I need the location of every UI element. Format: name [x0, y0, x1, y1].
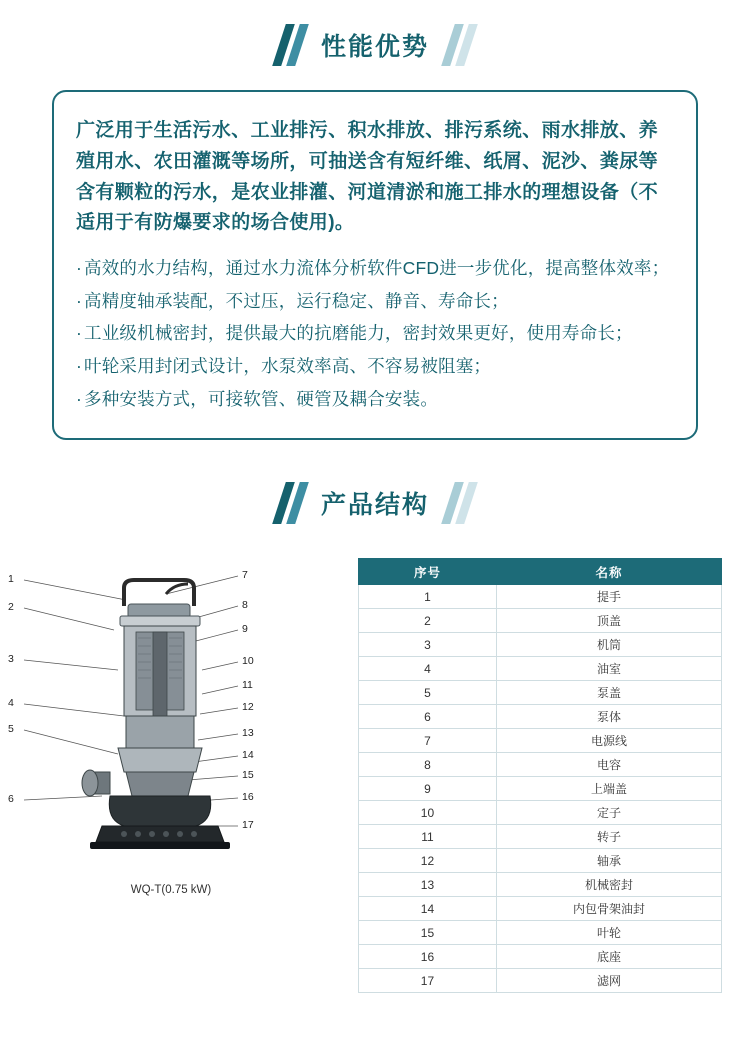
cell-index: 9 — [359, 777, 497, 801]
parts-table-head — [359, 559, 722, 585]
cell-name: 泵盖 — [496, 681, 721, 705]
cell-name: 油室 — [496, 657, 721, 681]
banner-left-slashes — [279, 482, 307, 524]
cell-name: 上端盖 — [496, 777, 721, 801]
banner-inner — [279, 24, 471, 66]
callout-13: 13 — [242, 727, 254, 740]
feature-bullet-item — [76, 286, 674, 317]
cell-name: 机筒 — [496, 633, 721, 657]
pump-diagram-column — [0, 558, 340, 993]
callout-14: 14 — [242, 749, 254, 762]
banner-right-slashes — [443, 482, 471, 524]
callout-6: 6 — [8, 793, 14, 806]
callout-1: 1 — [8, 573, 14, 586]
callout-12: 12 — [242, 701, 254, 714]
callout-2: 2 — [8, 601, 14, 614]
cell-name: 转子 — [496, 825, 721, 849]
table-header-row — [359, 559, 722, 585]
feature-bullet-item — [76, 253, 674, 284]
cell-name: 电容 — [496, 753, 721, 777]
table-row — [359, 609, 722, 633]
performance-banner-title: 性能优势 — [320, 33, 429, 61]
callout-7: 7 — [242, 569, 248, 582]
callout-9: 9 — [242, 623, 248, 636]
cell-index: 6 — [359, 705, 497, 729]
cell-index: 12 — [359, 849, 497, 873]
feature-bullet-text: 高精度轴承装配，不过压，运行稳定、静音、寿命长； — [84, 290, 509, 311]
callout-5: 5 — [8, 723, 14, 736]
banner-left-slashes — [279, 24, 307, 66]
table-row — [359, 705, 722, 729]
callout-17: 17 — [242, 819, 254, 832]
table-row — [359, 921, 722, 945]
callout-10: 10 — [242, 655, 254, 668]
feature-bullet-text: 高效的水力结构，通过水力流体分析软件CFD进一步优化，提高整体效率； — [84, 258, 670, 279]
table-row — [359, 753, 722, 777]
callout-15: 15 — [242, 769, 254, 782]
table-row — [359, 585, 722, 609]
cell-name: 泵体 — [496, 705, 721, 729]
feature-bullet-text: 多种安装方式，可接软管、硬管及耦合安装。 — [84, 388, 439, 409]
table-row — [359, 897, 722, 921]
callout-16: 16 — [242, 791, 254, 804]
cell-index: 2 — [359, 609, 497, 633]
callout-3: 3 — [8, 653, 14, 666]
cell-name: 机械密封 — [496, 873, 721, 897]
cell-name: 定子 — [496, 801, 721, 825]
feature-lead-paragraph: 广泛用于生活污水、工业排污、积水排放、排污系统、雨水排放、养殖用水、农田灌溉等场所，可抽送含有短纤维、纸屑、泥沙、粪尿等含有颗粒的污水，是农业排灌、河道清淤和施工排水的理想设备（不适用于有防爆要求的场合使用)。 — [76, 120, 659, 234]
cell-index: 17 — [359, 969, 497, 993]
feature-bullet-text: 叶轮采用封闭式设计，水泵效率高、不容易被阻塞； — [84, 355, 492, 376]
performance-feature-card — [52, 90, 698, 440]
feature-bullet-item — [76, 318, 674, 349]
table-row — [359, 729, 722, 753]
banner-inner — [279, 482, 471, 524]
feature-bullet-list — [76, 253, 674, 414]
feature-bullet-item — [76, 351, 674, 382]
table-row — [359, 801, 722, 825]
cell-name: 电源线 — [496, 729, 721, 753]
feature-bullet-item — [76, 384, 674, 415]
table-row — [359, 945, 722, 969]
callout-4: 4 — [8, 697, 14, 710]
cell-index: 3 — [359, 633, 497, 657]
parts-table-column — [340, 558, 750, 993]
cell-index: 14 — [359, 897, 497, 921]
cell-index: 15 — [359, 921, 497, 945]
bullet-dot-icon: · — [76, 290, 83, 311]
callout-11: 11 — [242, 679, 253, 692]
bullet-dot-icon: · — [76, 258, 83, 279]
diagram-caption: WQ-T(0.75 kW) — [130, 884, 212, 897]
table-row — [359, 969, 722, 993]
bullet-dot-icon: · — [76, 323, 83, 344]
cell-index: 4 — [359, 657, 497, 681]
cell-name: 底座 — [496, 945, 721, 969]
structure-section-body — [0, 548, 750, 993]
cell-name: 叶轮 — [496, 921, 721, 945]
parts-table — [358, 558, 722, 993]
feature-bullet-text: 工业级机械密封，提供最大的抗磨能力，密封效果更好，使用寿命长； — [84, 323, 633, 344]
table-row — [359, 849, 722, 873]
cell-index: 7 — [359, 729, 497, 753]
structure-section-banner — [0, 458, 750, 548]
pump-cutaway-diagram — [6, 558, 336, 878]
cell-index: 11 — [359, 825, 497, 849]
cell-name: 滤网 — [496, 969, 721, 993]
cell-name: 顶盖 — [496, 609, 721, 633]
column-header-index: 序号 — [359, 559, 497, 585]
table-row — [359, 777, 722, 801]
table-row — [359, 657, 722, 681]
banner-right-slashes — [443, 24, 471, 66]
cell-name: 提手 — [496, 585, 721, 609]
pump-cutaway-svg — [6, 558, 336, 878]
table-row — [359, 825, 722, 849]
cell-name: 内包骨架油封 — [496, 897, 721, 921]
cell-index: 16 — [359, 945, 497, 969]
cell-name: 轴承 — [496, 849, 721, 873]
cell-index: 5 — [359, 681, 497, 705]
table-row — [359, 873, 722, 897]
bullet-dot-icon: · — [76, 388, 83, 409]
bullet-dot-icon: · — [76, 355, 83, 376]
column-header-name: 名称 — [496, 559, 721, 585]
table-row — [359, 681, 722, 705]
structure-banner-title: 产品结构 — [320, 491, 429, 520]
cell-index: 13 — [359, 873, 497, 897]
cell-index: 8 — [359, 753, 497, 777]
performance-section-banner — [0, 0, 750, 90]
callout-8: 8 — [242, 599, 248, 612]
parts-table-body — [359, 585, 722, 993]
cell-index: 10 — [359, 801, 497, 825]
cell-index: 1 — [359, 585, 497, 609]
table-row — [359, 633, 722, 657]
